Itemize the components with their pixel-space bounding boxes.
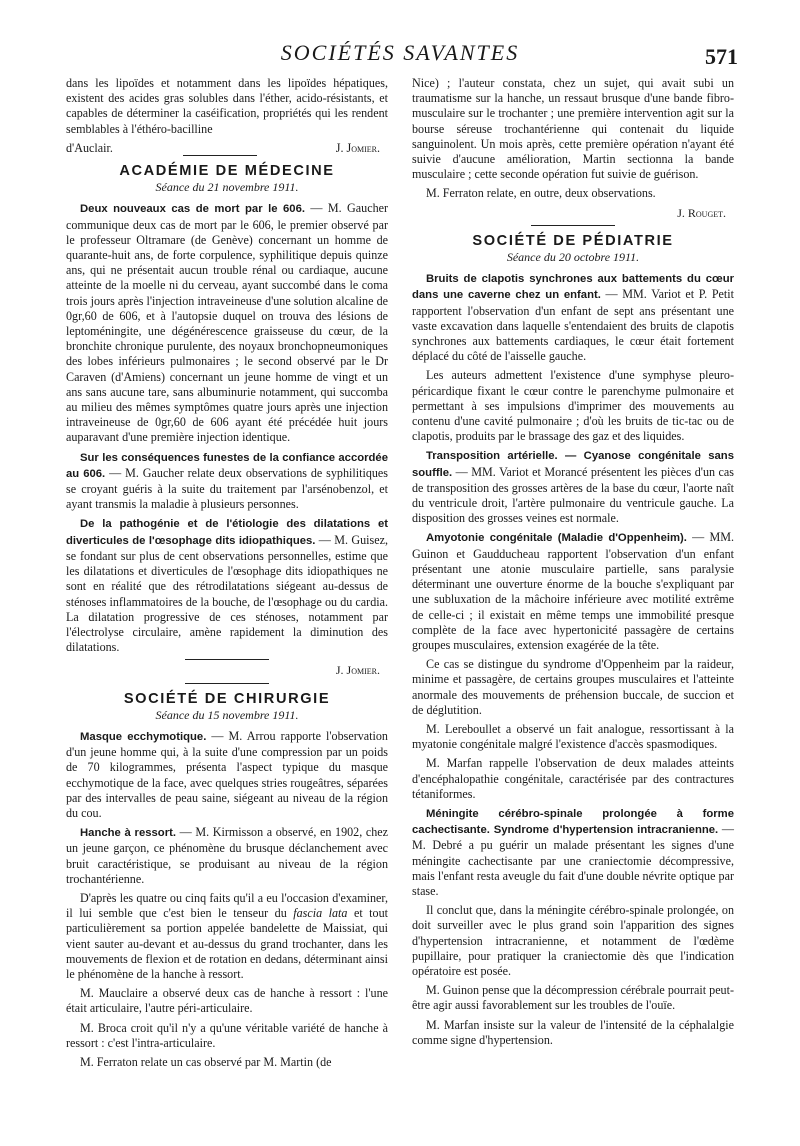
paragraph: M. Mauclaire a observé deux cas de hanche à ressort : l'une était articulaire, l'autre péri-articulaire. [66, 986, 388, 1016]
divider [183, 155, 257, 156]
paragraph: Il conclut que, dans la méningite cérébro-spinale prolongée, on doit surveiller avec le plus grand soin l'apparition des signes d'hypertension intracranienne, et notamment de l'œdème pupillaire, pour pratiquer la craniectomie dès que l'indication opératoire est posée. [412, 903, 734, 978]
section-title-academie: ACADÉMIE DE MÉDECINE [119, 163, 335, 180]
paragraph: Nice) ; l'auteur constata, chez un sujet, qui avait subi un traumatisme sur la hanche, un ressaut brusque d'une bande fibro-musculaire sur le trochanter ; une première intervention agit sur la bourse séreuse trochantérienne qui contenait du liquide sanguinolent. Un mois après, cette première opération n'ayant été suivie d'aucune amélioration, Martin sectionna la bande musculaire ; cette seconde opération fut suivie de guérison. [412, 76, 734, 182]
paragraph: M. Broca croit qu'il n'y a qu'une véritable variété de hanche à ressort : c'est l'intra-articulaire. [66, 1020, 388, 1050]
paragraph [66, 201, 388, 445]
article-lead: De la pathogénie et de l'étiologie des dilatations et diverticules de l'œsophage dits idiopathiques. [66, 518, 388, 547]
paragraph: M. Guinon pense que la décompression cérébrale pourrait peut-être agir aussi favorablement sur les troubles de l'ouïe. [412, 983, 734, 1013]
article-text: — M. Arrou rapporte l'observation d'un jeune homme qui, à la suite d'une compression par un poids de 70 kilogrammes, présenta l'aspect typique du masque ecchymotique de la face, avec quelques stries rougeâtres, séparées par des intervalles de peau saine, siégeant au niveau de la région du cou. [66, 728, 388, 820]
emphasis: fascia lata [293, 906, 348, 921]
running-head [0, 40, 800, 80]
paragraph: M. Marfan rappelle l'observation de deux malades atteints d'encéphalopathie congénitale, caractérisée par des contractures tétaniformes. [412, 756, 734, 801]
article-lead: Sur les conséquences funestes de la confiance accordée au 606. [66, 451, 388, 480]
paragraph: M. Ferraton relate, en outre, deux observations. [426, 186, 656, 201]
page-number: 571 [705, 44, 738, 69]
article-text: — M. Gaucher communique deux cas de mort par le 606, le premier observé par le professeur Oltramare (de Genève) concernant un homme de quarante-huit ans, de forte corpulence, syphilitique depuis quinze ans, qui ne présentait aucun trouble rénal ou cardiaque, aucune atteinte de la moelle ni du cerveau, ayant succombé dans le coma trois jours après l'injection intraveineuse d'une solution alcaline de 0gr,60 de 606, et à l'autopsie duquel on trouva des lésions de leptoméningite, une dégénérescence graisseuse du cœur, de la bronchite chronique purulente, des noyaux bronchopneumoniques des lobes inférieurs pulmonaires ; le second observé par le Dr Caraven (d'Amiens) concernant un jeune homme de vingt et un ans sans aucune tare, sans albuminurie notamment, qui succomba au milieu des mêmes symptômes quatre jours après une injection intraveineuse de 0gr,60 de 606 ayant été précédée huit jours auparavant d'une première injection identique. [66, 201, 389, 445]
article-text: — MM. Variot et P. Petit rapportent l'observation d'un enfant de sept ans présentant une vaste excavation dans laquelle s'entendaient des bruits de clapotis synchrones aux battements cardiaques, le cœur était fortement déplacé du côté de l'aisselle gauche. [412, 287, 734, 364]
paragraph [66, 450, 388, 513]
session-date: Séance du 21 novembre 1911. [155, 180, 299, 195]
article-text: — M. Debré a pu guérir un malade présentant les signes d'une méningite cachectisante par une craniectomie décompressive, mais l'enfant resta aveugle du fait d'une double névrite optique par stase. [412, 822, 734, 898]
article-lead: Bruits de clapotis synchrones aux battements du cœur dans une caverne chez un enfant. [412, 273, 734, 302]
article-lead: Transposition artérielle. — Cyanose congénitale sans souffle. [412, 450, 734, 479]
divider [531, 225, 615, 226]
left-column [66, 76, 388, 1074]
article-text: — MM. Guinon et Gaudducheau rapportent l'observation d'un enfant présentant une atonie musculaire partielle, sans paralysie déterminant une ouverture énorme de la bouche s'expliquant par une subluxation de la mâchoire inférieure avec motilité extrême de celle-ci ; il existait en même temps une immobilité presque complète de la face avec hypertonicité passagère de certains groupes musculaires, extension exagérée de la tête. [412, 530, 734, 652]
article-text: — MM. Variot et Morancé présentent les pièces d'un cas de transposition des grosses artères de la base du cœur, l'aorte naît du ventricule droit, l'artère pulmonaire du ventricule gauche. La disposition des grosses veines est normale. [412, 464, 734, 526]
paragraph: Ce cas se distingue du syndrome d'Oppenheim par la raideur, minime et passagère, de certains groupes musculaires et l'atteinte anormale des mouvements de préhension buccale, de succion et de déglutition. [412, 657, 734, 717]
intro-signature-row [66, 141, 388, 156]
paragraph [66, 891, 388, 982]
paragraph [412, 271, 734, 364]
paragraph: Les auteurs admettent l'existence d'une symphyse pleuro-péricardique fixant le cœur contre le parenchyme pulmonaire et permettant à ses impulsions d'imprimer des mouvements au contenu d'une cavité pulmonaire ; d'où les bruits de tic-tac ou de clapotis, produits par le brassage des gaz et des liquides. [412, 368, 734, 444]
paragraph: M. Ferraton relate un cas observé par M. Martin (de [80, 1054, 332, 1069]
paragraph: M. Lereboullet a observé un fait analogue, ressortissant à la myatonie congénitale malgré l'existence d'accès spasmodiques. [412, 721, 734, 752]
paragraph [66, 729, 388, 821]
article-lead: Deux nouveaux cas de mort par le 606. [80, 203, 306, 216]
running-title: SOCIÉTÉS SAVANTES [280, 40, 520, 65]
article-text: — M. Guisez, se fondant sur plus de cent observations personnelles, estime que les dilatations et diverticules de l'œsophage dits idiopathiques ne sont en réalité que des rétrodilatations siégeant au-dessus de sténoses inflammatoires de la bouche, de l'œsophage ou du cardia. La dilatation progressive de ces sténoses, notamment par l'électrolyse circulaire, amène rapidement la diminution des dilatations. [66, 532, 388, 655]
article-lead: Hanche à ressort. [80, 827, 177, 840]
article-text: D'après les quatre ou cinq faits qu'il a eu l'occasion d'examiner, il lui semble que c'est bien le tenseur du [66, 890, 388, 921]
section-title-chirurgie: SOCIÉTÉ DE CHIRURGIE [123, 690, 331, 707]
session-date: Séance du 20 octobre 1911. [506, 250, 640, 265]
paragraph-end: d'Auclair. [66, 140, 113, 155]
divider [185, 659, 269, 660]
article-lead: Méningite cérébro-spinale prolongée à forme cachectisante. Syndrome d'hypertension intracranienne. [412, 807, 734, 837]
right-column [412, 76, 734, 1052]
paragraph: M. Marfan insiste sur la valeur de l'intensité de la céphalalgie comme signe d'hypertension. [412, 1017, 734, 1047]
signature: J. Jomier. [335, 140, 380, 155]
article-text: et tout particulièrement sa portion appelée bandelette de Maissiat, qui vient sauter au-devant et au-dessus du grand trochanter, dans les mouvements de flexion et de rotation en dedans, déterminant ainsi le phénomène de la hanche à ressort. [66, 906, 388, 981]
session-date: Séance du 15 novembre 1911. [155, 707, 299, 722]
article-text: — M. Kirmisson a observé, en 1902, chez un jeune garçon, ce phénomène du brusque déclanchement avec bruit caractéristique, se produisant au niveau de la région trochantérienne. [66, 825, 389, 886]
paragraph: dans les lipoïdes et notamment dans les lipoïdes hépatiques, existent des acides gras solubles dans l'éther, acido-résistants, et capables de déterminer la caséification, propriétés qui les rendent semblables à l'éthéro-bacilline [66, 76, 388, 136]
paragraph [412, 448, 734, 526]
article-lead: Masque ecchymotique. [80, 730, 207, 743]
section-title-pediatrie: SOCIÉTÉ DE PÉDIATRIE [472, 232, 674, 249]
divider [185, 683, 269, 684]
paragraph [412, 806, 734, 899]
article-lead: Amyotonie congénitale (Maladie d'Oppenheim). [426, 532, 687, 545]
signature: J. Rouget. [677, 205, 726, 220]
article-text: — M. Gaucher relate deux observations de syphilitiques se croyant guéris à la suite du traitement par l'arsénobenzol, et ayant transmis la maladie à plusieurs personnes. [66, 465, 388, 512]
paragraph [412, 530, 734, 653]
paragraph [66, 516, 388, 655]
paragraph [66, 825, 388, 887]
signature: J. Jomier. [335, 663, 380, 678]
